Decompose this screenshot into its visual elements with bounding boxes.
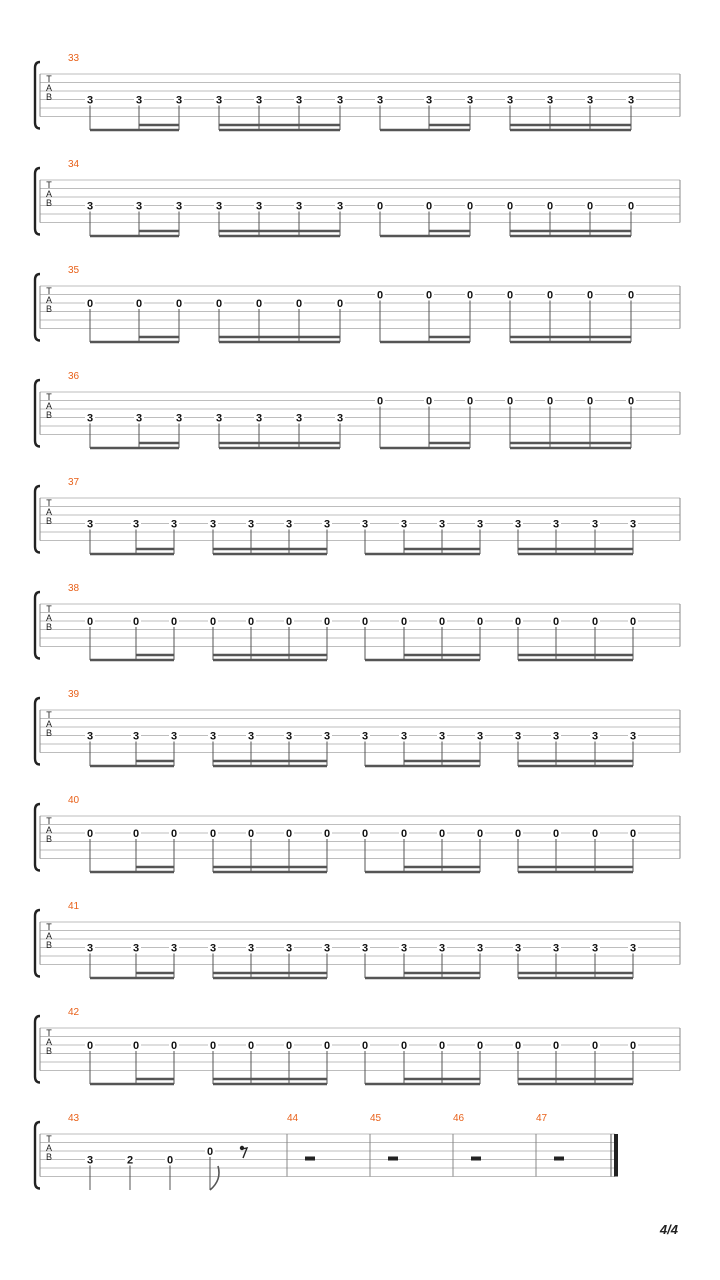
measure-number: 37	[68, 477, 80, 488]
fret-number: 3	[466, 94, 474, 107]
fret-number: 3	[285, 730, 293, 743]
fret-number: 0	[629, 616, 637, 628]
fret-number: 3	[400, 730, 408, 743]
fret-number: 3	[215, 94, 223, 107]
fret-number: 3	[629, 518, 637, 531]
fret-number: 0	[209, 828, 217, 840]
fret-number: 0	[361, 616, 369, 628]
fret-number: 2	[126, 1154, 134, 1167]
fret-number: 0	[175, 298, 183, 310]
fret-number: 3	[132, 730, 140, 743]
tab-clef-letter: A	[45, 613, 53, 623]
fret-number: 0	[86, 616, 94, 628]
fret-number: 3	[336, 94, 344, 107]
fret-number: 0	[506, 200, 514, 213]
final-barline-thick	[614, 1134, 618, 1177]
fret-number: 3	[247, 942, 255, 955]
fret-number: 3	[400, 942, 408, 955]
fret-number: 0	[466, 200, 474, 213]
fret-number: 3	[295, 94, 303, 107]
whole-rest	[554, 1157, 564, 1161]
fret-number: 3	[175, 412, 183, 425]
tab-clef-letter: A	[45, 189, 53, 199]
fret-number: 3	[255, 412, 263, 425]
fret-number: 0	[627, 395, 635, 408]
whole-rest	[388, 1157, 398, 1161]
fret-number: 0	[376, 395, 384, 408]
fret-number: 3	[247, 730, 255, 743]
fret-number: 3	[135, 200, 143, 213]
fret-number: 3	[438, 942, 446, 955]
fret-number: 0	[506, 395, 514, 408]
measure-number: 47	[536, 1113, 548, 1124]
system-bracket	[35, 1122, 40, 1189]
fret-number: 3	[336, 412, 344, 425]
tab-clef-letter: B	[45, 198, 53, 208]
fret-number: 3	[132, 942, 140, 955]
fret-number: 3	[86, 942, 94, 955]
tab-clef-letter: B	[45, 1046, 53, 1056]
fret-number: 0	[86, 1040, 94, 1052]
fret-number: 0	[336, 298, 344, 310]
fret-number: 0	[438, 828, 446, 840]
fret-number: 3	[361, 942, 369, 955]
tab-clef-letter: T	[46, 922, 52, 932]
fret-number: 0	[514, 616, 522, 628]
tab-clef-letter: T	[46, 816, 52, 826]
fret-number: 0	[466, 395, 474, 408]
fret-number: 3	[629, 730, 637, 743]
system-bracket	[35, 698, 40, 765]
fret-number: 0	[627, 200, 635, 213]
fret-number: 3	[255, 94, 263, 107]
fret-number: 0	[255, 298, 263, 310]
fret-number: 0	[586, 200, 594, 213]
fret-number: 3	[552, 730, 560, 743]
fret-number: 0	[591, 1040, 599, 1052]
tab-clef-letter: B	[45, 728, 53, 738]
fret-number: 3	[132, 518, 140, 531]
fret-number: 3	[591, 942, 599, 955]
tab-clef-letter: T	[46, 180, 52, 190]
fret-number: 0	[206, 1146, 214, 1158]
tab-clef-letter: A	[45, 1037, 53, 1047]
tab-clef-letter: A	[45, 295, 53, 305]
fret-number: 0	[438, 616, 446, 628]
fret-number: 3	[438, 730, 446, 743]
fret-number: 0	[323, 1040, 331, 1052]
fret-number: 0	[425, 289, 433, 302]
fret-number: 3	[209, 942, 217, 955]
fret-number: 3	[591, 518, 599, 531]
system-bracket	[35, 804, 40, 871]
fret-number: 0	[376, 289, 384, 302]
fret-number: 3	[514, 730, 522, 743]
tab-clef-letter: B	[45, 834, 53, 844]
fret-number: 3	[476, 518, 484, 531]
whole-rest	[471, 1157, 481, 1161]
system-bracket	[35, 910, 40, 977]
measure-number: 41	[68, 901, 80, 912]
tab-clef-letter: A	[45, 719, 53, 729]
tab-clef-letter: A	[45, 401, 53, 411]
fret-number: 0	[323, 616, 331, 628]
fret-number: 0	[627, 289, 635, 302]
fret-number: 0	[361, 1040, 369, 1052]
measure-number: 43	[68, 1113, 80, 1124]
note-flag	[210, 1166, 219, 1190]
measure-number: 39	[68, 689, 80, 700]
fret-number: 0	[425, 395, 433, 408]
fret-number: 3	[514, 942, 522, 955]
fret-number: 3	[175, 94, 183, 107]
fret-number: 0	[285, 616, 293, 628]
fret-number: 0	[247, 616, 255, 628]
fret-number: 3	[476, 730, 484, 743]
tab-clef-letter: T	[46, 498, 52, 508]
fret-number: 3	[400, 518, 408, 531]
fret-number: 3	[135, 412, 143, 425]
fret-number: 0	[466, 289, 474, 302]
fret-number: 3	[255, 200, 263, 213]
tab-clef-letter: T	[46, 1028, 52, 1038]
fret-number: 0	[132, 828, 140, 840]
system-bracket	[35, 380, 40, 447]
measure-number: 40	[68, 795, 80, 806]
tab-clef-letter: T	[46, 74, 52, 84]
fret-number: 0	[86, 828, 94, 840]
measure-number: 42	[68, 1007, 80, 1018]
fret-number: 0	[295, 298, 303, 310]
tab-clef-letter: A	[45, 931, 53, 941]
fret-number: 3	[323, 518, 331, 531]
fret-number: 0	[476, 828, 484, 840]
tab-clef-letter: B	[45, 516, 53, 526]
fret-number: 3	[86, 412, 94, 425]
measure-number: 35	[68, 265, 80, 276]
fret-number: 0	[135, 298, 143, 310]
fret-number: 3	[425, 94, 433, 107]
fret-number: 3	[627, 94, 635, 107]
system-bracket	[35, 168, 40, 235]
tab-clef-letter: T	[46, 1134, 52, 1144]
system-bracket	[35, 62, 40, 129]
tab-clef-letter: B	[45, 92, 53, 102]
fret-number: 3	[295, 412, 303, 425]
fret-number: 0	[629, 1040, 637, 1052]
system-bracket	[35, 592, 40, 659]
fret-number: 3	[323, 730, 331, 743]
measure-number: 38	[68, 583, 80, 594]
fret-number: 0	[514, 1040, 522, 1052]
fret-number: 3	[376, 94, 384, 107]
fret-number: 0	[546, 200, 554, 213]
fret-number: 3	[170, 942, 178, 955]
fret-number: 0	[476, 1040, 484, 1052]
fret-number: 0	[629, 828, 637, 840]
fret-number: 3	[438, 518, 446, 531]
fret-number: 0	[400, 1040, 408, 1052]
system-bracket	[35, 274, 40, 341]
tab-clef-letter: A	[45, 83, 53, 93]
measure-number: 33	[68, 53, 80, 64]
fret-number: 0	[361, 828, 369, 840]
fret-number: 0	[166, 1154, 174, 1167]
fret-number: 0	[591, 616, 599, 628]
fret-number: 0	[376, 200, 384, 213]
fret-number: 0	[170, 1040, 178, 1052]
fret-number: 0	[400, 616, 408, 628]
fret-number: 0	[552, 616, 560, 628]
fret-number: 3	[247, 518, 255, 531]
tab-clef-letter: T	[46, 286, 52, 296]
fret-number: 3	[170, 730, 178, 743]
fret-number: 3	[514, 518, 522, 531]
fret-number: 0	[438, 1040, 446, 1052]
fret-number: 0	[170, 828, 178, 840]
fret-number: 3	[506, 94, 514, 107]
fret-number: 0	[476, 616, 484, 628]
fret-number: 0	[132, 1040, 140, 1052]
tab-clef-letter: T	[46, 392, 52, 402]
fret-number: 3	[361, 730, 369, 743]
fret-number: 0	[247, 828, 255, 840]
fret-number: 0	[514, 828, 522, 840]
tab-clef-letter: B	[45, 304, 53, 314]
tab-clef-letter: T	[46, 710, 52, 720]
fret-number: 3	[476, 942, 484, 955]
fret-number: 0	[506, 289, 514, 302]
fret-number: 3	[323, 942, 331, 955]
measure-number: 34	[68, 159, 80, 170]
fret-number: 3	[209, 730, 217, 743]
fret-number: 3	[215, 200, 223, 213]
fret-number: 0	[400, 828, 408, 840]
fret-number: 3	[586, 94, 594, 107]
fret-number: 0	[546, 289, 554, 302]
fret-number: 0	[586, 289, 594, 302]
fret-number: 0	[586, 395, 594, 408]
fret-number: 0	[546, 395, 554, 408]
fret-number: 3	[552, 942, 560, 955]
system-bracket	[35, 486, 40, 553]
fret-number: 0	[285, 1040, 293, 1052]
fret-number: 3	[295, 200, 303, 213]
fret-number: 0	[552, 828, 560, 840]
tab-clef-letter: B	[45, 622, 53, 632]
fret-number: 0	[209, 1040, 217, 1052]
measure-number: 46	[453, 1113, 465, 1124]
fret-number: 3	[135, 94, 143, 107]
tab-clef-letter: A	[45, 825, 53, 835]
fret-number: 0	[323, 828, 331, 840]
fret-number: 0	[552, 1040, 560, 1052]
fret-number: 3	[285, 518, 293, 531]
measure-number: 36	[68, 371, 80, 382]
fret-number: 3	[86, 518, 94, 531]
fret-number: 3	[285, 942, 293, 955]
tab-clef-letter: A	[45, 1143, 53, 1153]
system-bracket	[35, 1016, 40, 1083]
fret-number: 0	[247, 1040, 255, 1052]
fret-number: 3	[86, 200, 94, 213]
whole-rest	[305, 1157, 315, 1161]
fret-number: 0	[170, 616, 178, 628]
tab-clef-letter: B	[45, 940, 53, 950]
fret-number: 0	[86, 298, 94, 310]
tab-clef-letter: B	[45, 410, 53, 420]
fret-number: 3	[86, 94, 94, 107]
tab-clef-letter: A	[45, 507, 53, 517]
fret-number: 3	[629, 942, 637, 955]
fret-number: 3	[86, 730, 94, 743]
fret-number: 3	[591, 730, 599, 743]
page-number: 4/4	[659, 1222, 678, 1237]
fret-number: 3	[170, 518, 178, 531]
fret-number: 3	[336, 200, 344, 213]
fret-number: 3	[175, 200, 183, 213]
fret-number: 3	[209, 518, 217, 531]
fret-number: 0	[591, 828, 599, 840]
fret-number: 0	[425, 200, 433, 213]
fret-number: 3	[86, 1154, 94, 1167]
fret-number: 0	[209, 616, 217, 628]
tab-clef-letter: B	[45, 1152, 53, 1162]
fret-number: 0	[215, 298, 223, 310]
fret-number: 3	[215, 412, 223, 425]
eighth-rest-stroke	[242, 1148, 247, 1158]
fret-number: 3	[552, 518, 560, 531]
fret-number: 3	[361, 518, 369, 531]
fret-number: 0	[285, 828, 293, 840]
fret-number: 0	[132, 616, 140, 628]
tab-clef-letter: T	[46, 604, 52, 614]
fret-number: 3	[546, 94, 554, 107]
measure-number: 44	[287, 1113, 299, 1124]
measure-number: 45	[370, 1113, 382, 1124]
